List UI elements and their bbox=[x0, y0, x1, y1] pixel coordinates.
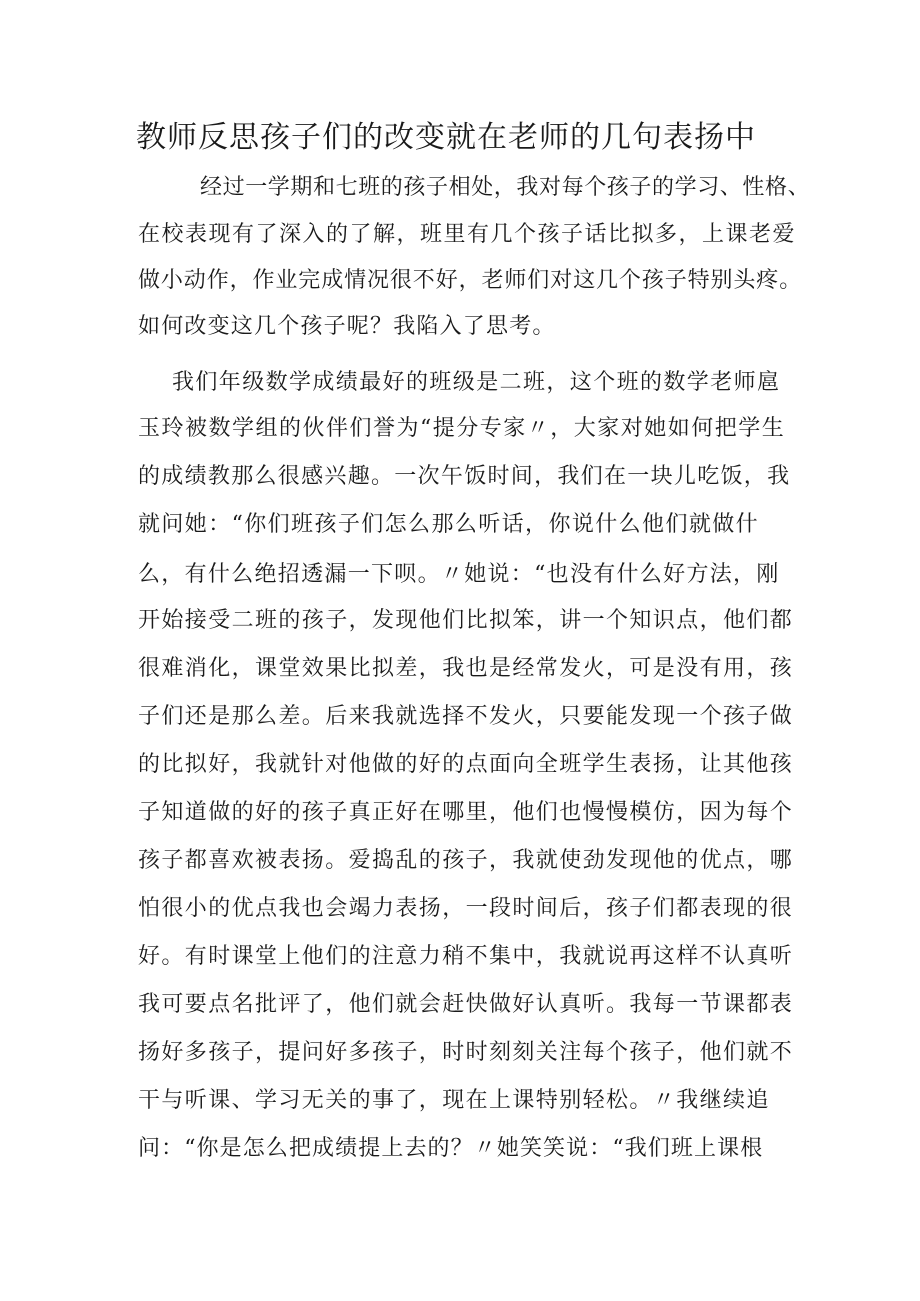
paragraph-line: 孩子都喜欢被表扬。爱捣乱的孩子，我就使劲发现他的优点，哪 bbox=[138, 848, 794, 873]
paragraph-line: 好。有时课堂上他们的注意力稍不集中，我就说再这样不认真听 bbox=[138, 944, 794, 969]
paragraph-line: 做小动作，作业完成情况很不好，老师们对这几个孩子特别头疼。 bbox=[138, 268, 803, 293]
paragraph-line: 开始接受二班的孩子，发现他们比拟笨，讲一个知识点，他们都 bbox=[138, 608, 794, 633]
paragraph-line: 干与听课、学习无关的事了，现在上课特别轻松。〃我继续追 bbox=[138, 1088, 770, 1113]
paragraph-line: 扬好多孩子，提问好多孩子，时时刻刻关注每个孩子，他们就不 bbox=[138, 1040, 794, 1065]
paragraph-line: 就问她：“你们班孩子们怎么那么听话，你说什么他们就做什 bbox=[138, 512, 760, 537]
paragraph-line: 玉玲被数学组的伙伴们誉为“提分专家〃，大家对她如何把学生 bbox=[138, 416, 786, 441]
paragraph-line: 的比拟好，我就针对他做的好的点面向全班学生表扬，让其他孩 bbox=[138, 752, 794, 777]
paragraph-line: 经过一学期和七班的孩子相处，我对每个孩子的学习、性格、 bbox=[200, 175, 811, 200]
paragraph-line: 子们还是那么差。后来我就选择不发火，只要能发现一个孩子做 bbox=[138, 704, 794, 729]
paragraph-line: 子知道做的好的孩子真正好在哪里，他们也慢慢模仿，因为每个 bbox=[138, 800, 794, 825]
paragraph-line: 很难消化，课堂效果比拟差，我也是经常发火，可是没有用，孩 bbox=[138, 656, 794, 681]
paragraph-line: 我可要点名批评了，他们就会赶快做好认真听。我每一节课都表 bbox=[138, 992, 794, 1017]
paragraph-line: 的成绩教那么很感兴趣。一次午饭时间，我们在一块儿吃饭，我 bbox=[138, 464, 791, 489]
paragraph-line: 么，有什么绝招透漏一下呗。〃她说：“也没有什么好方法，刚 bbox=[138, 562, 780, 587]
page-title: 教师反思孩子们的改变就在老师的几句表扬中 bbox=[136, 120, 756, 155]
paragraph-line: 在校表现有了深入的了解，班里有几个孩子话比拟多，上课老爱 bbox=[138, 222, 797, 247]
paragraph-line: 怕很小的优点我也会竭力表扬，一段时间后，孩子们都表现的很 bbox=[138, 896, 794, 921]
paragraph-line: 我们年级数学成绩最好的班级是二班，这个班的数学老师扈 bbox=[172, 370, 781, 395]
paragraph-line: 如何改变这几个孩子呢？我陷入了思考。 bbox=[138, 314, 556, 339]
paragraph-line: 问：“你是怎么把成绩提上去的？〃她笑笑说：“我们班上课根 bbox=[138, 1136, 764, 1161]
